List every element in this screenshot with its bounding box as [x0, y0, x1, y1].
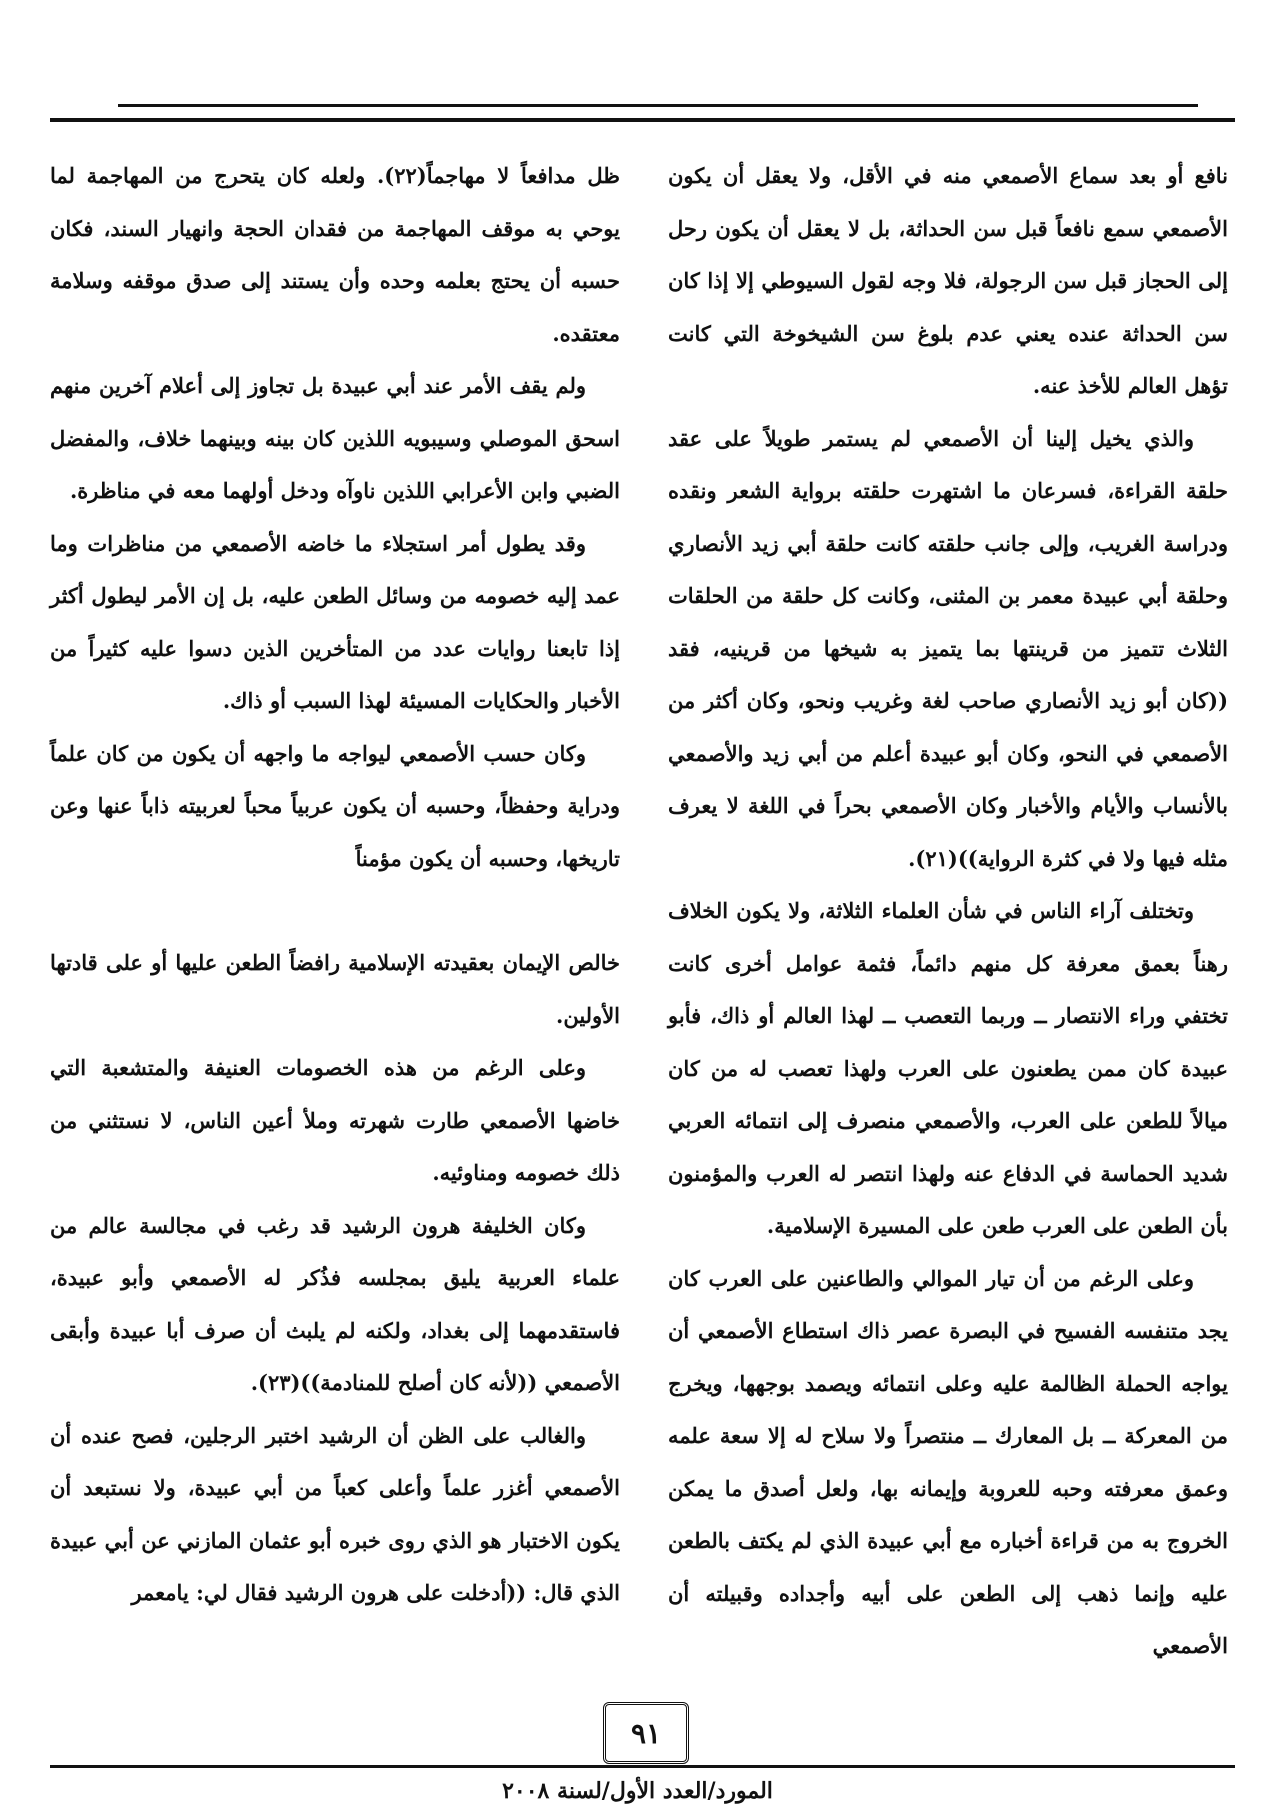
paragraph: وكان الخليفة هرون الرشيد قد رغب في مجالسة عالم من علماء العربية يليق بمجلسه فذُكر له الأصمعي وأبو عبيدة، فاستقدمهما إلى بغداد، ولكنه لم يلبث أن صرف أبا عبيدة وأبقى الأصمعي ((لأنه كان أصلح للمنادمة))(٢٣).: [50, 1212, 620, 1395]
header-rule-thin: [118, 104, 1198, 107]
paragraph: نافع أو بعد سماع الأصمعي منه في الأقل، ولا يعقل أن يكون الأصمعي سمع نافعاً قبل سن الحداثة، بل لا يعقل أن يكون رحل إلى الحجاز قبل سن الرجولة، فلا وجه لقول السيوطي إلا إذا كان سن الحداثة عنده يعني عدم بلوغ سن الشيخوخة التي كانت تؤهل العالم للأخذ عنه.: [668, 163, 1228, 398]
left-column: [50, 150, 620, 1620]
footer-citation: المورد/العدد الأول/لسنة ٢٠٠٨: [502, 1778, 773, 1804]
paragraph: خالص الإيمان بعقيدته الإسلامية رافضاً الطعن عليها أو على قادتها الأولين.: [50, 950, 620, 1028]
paragraph: وعلى الرغم من هذه الخصومات العنيفة والمتشعبة التي خاضها الأصمعي طارت شهرته وملأ أعين الناس، لا نستثني من ذلك خصومه ومناوئيه.: [50, 1055, 620, 1185]
paragraph: وتختلف آراء الناس في شأن العلماء الثلاثة، ولا يكون الخلاف رهناً بعمق معرفة كل منهم دائماً، فثمة عوامل أخرى كانت تختفي وراء الانتصار ــ وربما التعصب ــ لهذا العالم أو ذاك، فأبو عبيدة كان ممن يطعنون على العرب ولهذا تعصب له من كان ميالاً للطعن على العرب، والأصمعي منصرف إلى انتمائه العربي شديد الحماسة في الدفاع عنه ولهذا انتصر له العرب والمؤمنون بأن الطعن على العرب طعن على المسيرة الإسلامية.: [668, 898, 1228, 1238]
paragraph: والذي يخيل إلينا أن الأصمعي لم يستمر طويلاً على عقد حلقة القراءة، فسرعان ما اشتهرت حلقته برواية الشعر ونقده ودراسة الغريب، وإلى جانب حلقته كانت حلقة أبي زيد الأنصاري وحلقة أبي عبيدة معمر بن المثنى، وكانت كل حلقة من الحلقات الثلاث تتميز من قرينتها بما يتميز به شيخها من قرينيه، فقد ((كان أبو زيد الأنصاري صاحب لغة وغريب ونحو، وكان أكثر من الأصمعي في النحو، وكان أبو عبيدة أعلم من أبي زيد والأصمعي بالأنساب والأيام والأخبار وكان الأصمعي بحراً في اللغة لا يعرف مثله فيها ولا في كثرة الرواية))(٢١).: [668, 425, 1228, 871]
paragraph: وكان حسب الأصمعي ليواجه ما واجهه أن يكون من كان علماً ودراية وحفظاً، وحسبه أن يكون عربياً محباً لعربيته ذاباً عنها وعن تاريخها، وحسبه أن يكون مؤمناً: [50, 740, 620, 871]
footer-rule: [50, 1765, 1235, 1768]
paragraph: ظل مدافعاً لا مهاجماً(٢٢). ولعله كان يتحرج من المهاجمة لما يوحي به موقف المهاجمة من فقدان الحجة وانهيار السند، فكان حسبه أن يحتج بعلمه وحده وأن يستند إلى صدق موقفه وسلامة معتقده.: [50, 163, 620, 346]
paragraph: ولم يقف الأمر عند أبي عبيدة بل تجاوز إلى أعلام آخرين منهم اسحق الموصلي وسيبويه اللذين كان بينه وبينهما خلاف، والمفضل الضبي وابن الأعرابي اللذين ناوآه ودخل أولهما معه في مناظرة.: [50, 373, 620, 503]
right-column: [668, 150, 1228, 1673]
paragraph: والغالب على الظن أن الرشيد اختبر الرجلين، فصح عنده أن الأصمعي أغزر علماً وأعلى كعباً من أبي عبيدة، ولا نستبعد أن يكون الاختبار هو الذي روى خبره أبو عثمان المازني عن أبي عبيدة الذي قال: ((أدخلت على هرون الرشيد فقال لي: يامعمر: [50, 1422, 620, 1605]
header-rule-thick: [50, 118, 1235, 122]
page-number: ٩١: [603, 1702, 689, 1764]
paragraph: وقد يطول أمر استجلاء ما خاضه الأصمعي من مناظرات وما عمد إليه خصومه من وسائل الطعن عليه، بل إن الأمر ليطول أكثر إذا تابعنا روايات عدد من المتأخرين الذين دسوا عليه كثيراً من الأخبار والحكايات المسيئة لهذا السبب أو ذاك.: [50, 530, 620, 713]
paragraph: وعلى الرغم من أن تيار الموالي والطاعنين على العرب كان يجد متنفسه الفسيح في البصرة عصر ذاك استطاع الأصمعي أن يواجه الحملة الظالمة عليه وعلى انتمائه ويصمد بوجهها، ويخرج من المعركة ــ بل المعارك ــ منتصراً ولا سلاح له إلا سعة علمه وعمق معرفته وحبه للعروبة وإيمانه بها، ولعل أصدق ما يمكن الخروج به من قراءة أخباره مع أبي عبيدة الذي لم يكتف بالطعن عليه وإنما ذهب إلى الطعن على أبيه وأجداده وقبيلته أن الأصمعي: [668, 1265, 1228, 1658]
paragraph-gap: [50, 885, 620, 937]
